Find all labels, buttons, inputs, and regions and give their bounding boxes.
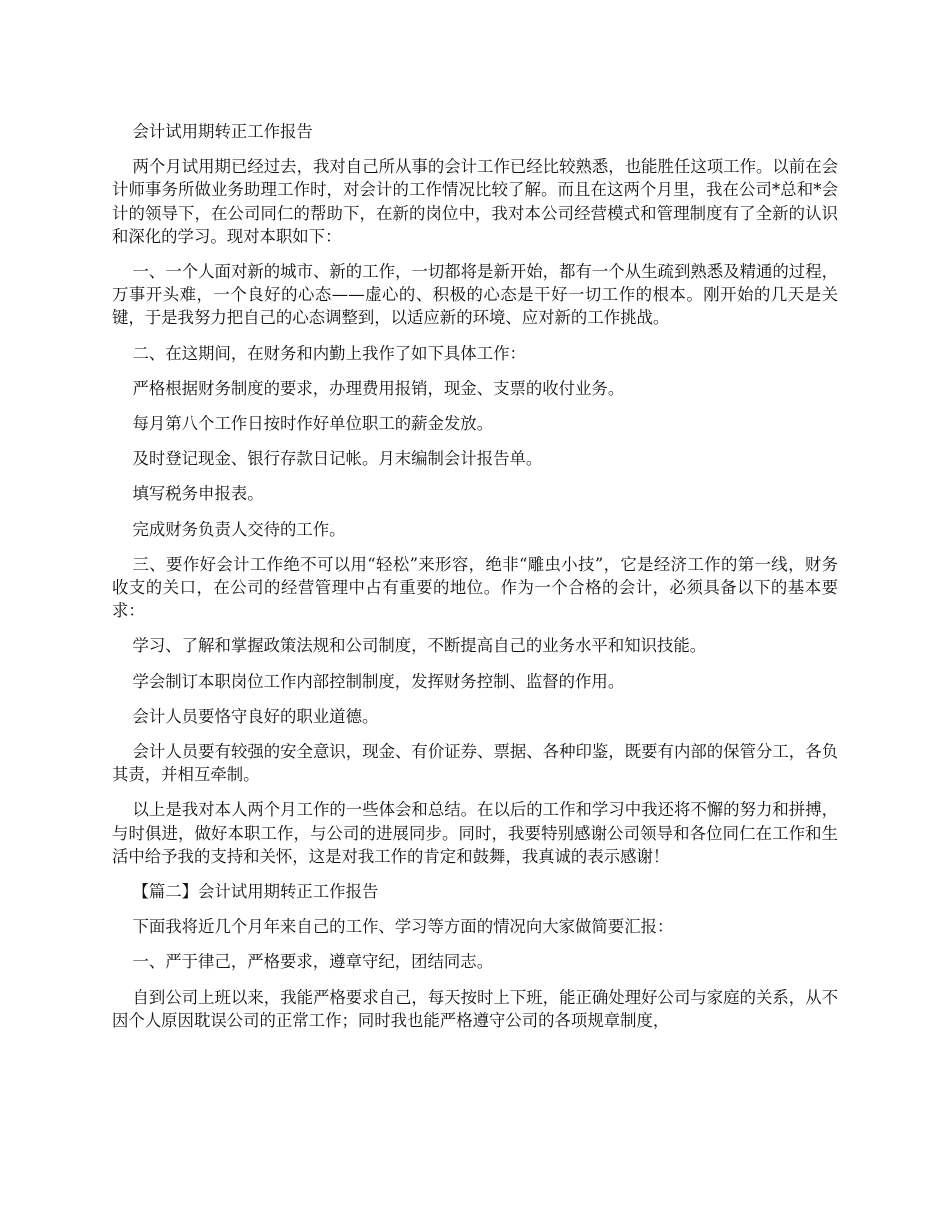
paragraph: 一、一个人面对新的城市、新的工作，一切都将是新开始，都有一个从生疏到熟悉及精通的过程，万事开头难，一个良好的心态——虚心的、积极的心态是干好一切工作的根本。刚开始的几天是关键，于是我努力把自己的心态调整到，以适应新的环境、应对新的工作挑战。 [112, 262, 838, 328]
paragraph: 自到公司上班以来，我能严格要求自己，每天按时上下班，能正确处理好公司与家庭的关系，从不因个人原因耽误公司的正常工作；同时我也能严格遵守公司的各项规章制度， [112, 987, 838, 1030]
paragraph: 下面我将近几个月年来自己的工作、学习等方面的情况向大家做简要汇报： [132, 917, 674, 937]
paragraph: 以上是我对本人两个月工作的一些体会和总结。在以后的工作和学习中我还将不懈的努力和拼搏，与时俱进，做好本职工作，与公司的进展同步。同时，我要特别感谢公司领导和各位同仁在工作和生活中给予我的支持和关怀，这是对我工作的肯定和鼓舞，我真诚的表示感谢！ [112, 800, 838, 866]
list-item: 填写税务申报表。 [132, 484, 264, 504]
paragraph: 三、要作好会计工作绝不可以用“轻松”来形容，绝非“雕虫小技”，它是经济工作的第一线，财务收支的关口，在公司的经营管理中占有重要的地位。作为一个合格的会计，必须具备以下的基本要求： [112, 554, 838, 621]
list-item: 每月第八个工作日按时作好单位职工的薪金发放。 [132, 414, 494, 434]
section-heading: 一、严于律己，严格要求，遵章守纪，团结同志。 [132, 952, 494, 972]
document-body [112, 120, 838, 1044]
list-item: 会计人员要恪守良好的职业道德。 [132, 706, 379, 726]
paragraph: 两个月试用期已经过去，我对自己所从事的会计工作已经比较熟悉，也能胜任这项工作。以前在会计师事务所做业务助理工作时，对会计的工作情况比较了解。而且在这两个月里，我在公司*总和*会计的领导下，在公司同仁的帮助下，在新的岗位中，我对本公司经营模式和管理制度有了全新的认识和深化的学习。现对本职如下： [112, 157, 838, 246]
section-heading: 二、在这期间，在财务和内勤上我作了如下具体工作： [132, 343, 526, 363]
list-item: 完成财务负责人交待的工作。 [132, 519, 346, 539]
section-title: 【篇二】会计试用期转正工作报告 [132, 882, 379, 902]
list-item: 学会制订本职岗位工作内部控制制度，发挥财务控制、监督的作用。 [132, 671, 625, 691]
document-title: 会计试用期转正工作报告 [132, 122, 313, 141]
list-item: 学习、了解和掌握政策法规和公司制度，不断提高自己的业务水平和知识技能。 [132, 636, 707, 656]
list-item: 会计人员要有较强的安全意识，现金、有价证券、票据、各种印鉴，既要有内部的保管分工，各负其责，并相互牵制。 [112, 742, 838, 785]
list-item: 严格根据财务制度的要求，办理费用报销，现金、支票的收付业务。 [132, 378, 625, 398]
list-item: 及时登记现金、银行存款日记帐。月末编制会计报告单。 [132, 449, 543, 469]
